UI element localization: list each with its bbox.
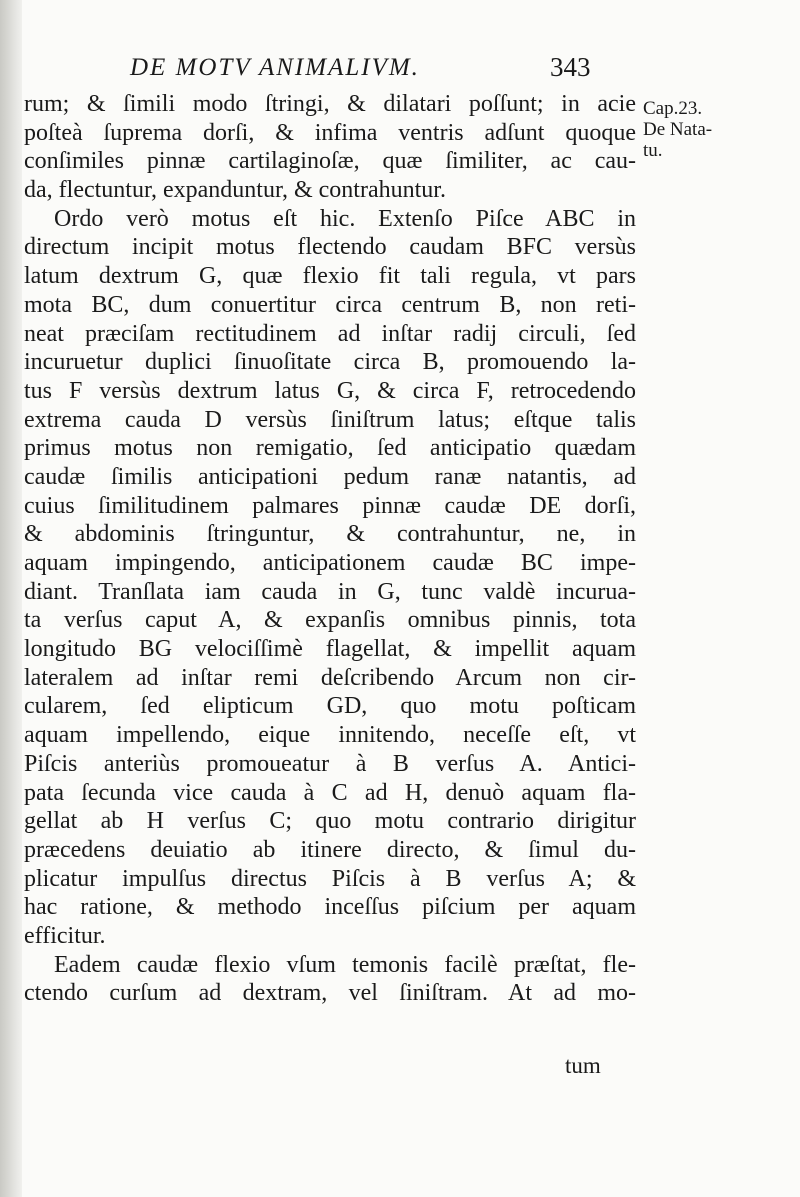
page-gutter-shadow [0,0,22,1197]
text-line: lateralem ad inſtar remi deſcribendo Arcum non cir- [24,664,636,691]
text-line: aquam impellendo, eique innitendo, neceſſe eſt, vt [24,722,636,749]
text-line: Piſcis anteriùs promoueatur à B verſus A. Antici- [24,750,636,777]
text-line: diant. Tranſlata iam cauda in G, tunc valdè incurua- [24,578,636,605]
text-line: incuruetur duplici ſinuoſitate circa B, promouendo la- [24,349,636,376]
text-line: conſimiles pinnæ cartilaginoſæ, quæ ſimiliter, ac cau- [24,148,636,175]
text-line: da, flectuntur, expanduntur, & contrahuntur. [24,177,446,204]
marginal-note-line: tu. [643,140,663,161]
text-line: mota BC, dum conuertitur circa centrum B, non reti- [24,291,636,318]
text-line: directum incipit motus flectendo caudam BFC versùs [24,234,636,261]
text-line: poſteà ſuprema dorſi, & infima ventris adſunt quoque [24,119,636,146]
text-line: latum dextrum G, quæ flexio fit tali regula, vt pars [24,263,636,290]
text-line: Ordo verò motus eſt hic. Extenſo Piſce ABC in [54,205,636,232]
text-line: ta verſus caput A, & expanſis omnibus pinnis, tota [24,607,636,634]
text-line: extrema cauda D versùs ſiniſtrum latus; eſtque talis [24,406,636,433]
text-line: tus F versùs dextrum latus G, & circa F, retrocedendo [24,377,636,404]
text-line: cuius ſimilitudinem palmares pinnæ caudæ DE dorſi, [24,492,636,519]
running-head: DE MOTV ANIMALIVM. [130,54,420,81]
text-line: efficitur. [24,922,106,949]
text-line: hac ratione, & methodo inceſſus piſcium per aquam [24,894,636,921]
body-text [24,90,636,1008]
marginal-note-line: Cap.23. [643,98,703,119]
marginal-note-line: De Nata- [643,119,713,140]
text-line: primus motus non remigatio, ſed anticipatio quædam [24,435,636,462]
page-number: 343 [550,52,591,82]
text-line: cularem, ſed elipticum GD, quo motu poſticam [24,693,636,720]
text-line: aquam impingendo, anticipationem caudæ BC impe- [24,550,636,576]
text-line: caudæ ſimilis anticipationi pedum ranæ natantis, ad [24,463,636,490]
text-line: & abdominis ſtringuntur, & contrahuntur, ne, in [24,521,636,548]
marginal-note [643,98,723,161]
text-line: præcedens deuiatio ab itinere directo, & ſimul du- [24,836,636,863]
text-line: plicatur impulſus directus Piſcis à B verſus A; & [24,865,636,892]
catchword: tum [565,1053,601,1078]
page-header [130,48,610,88]
text-line: neat præciſam rectitudinem ad inſtar radij circuli, ſed [24,320,636,347]
text-line: gellat ab H verſus C; quo motu contrario dirigitur [24,808,636,835]
text-line: pata ſecunda vice cauda à C ad H, denuò aquam fla- [24,779,636,806]
text-line: ctendo curſum ad dextram, vel ſiniſtram. At ad mo- [24,980,636,1007]
text-line: Eadem caudæ flexio vſum temonis facilè præſtat, fle- [54,951,636,978]
text-line: rum; & ſimili modo ſtringi, & dilatari poſſunt; in acie [24,91,636,117]
text-line: longitudo BG velociſſimè flagellat, & impellit aquam [24,636,636,663]
